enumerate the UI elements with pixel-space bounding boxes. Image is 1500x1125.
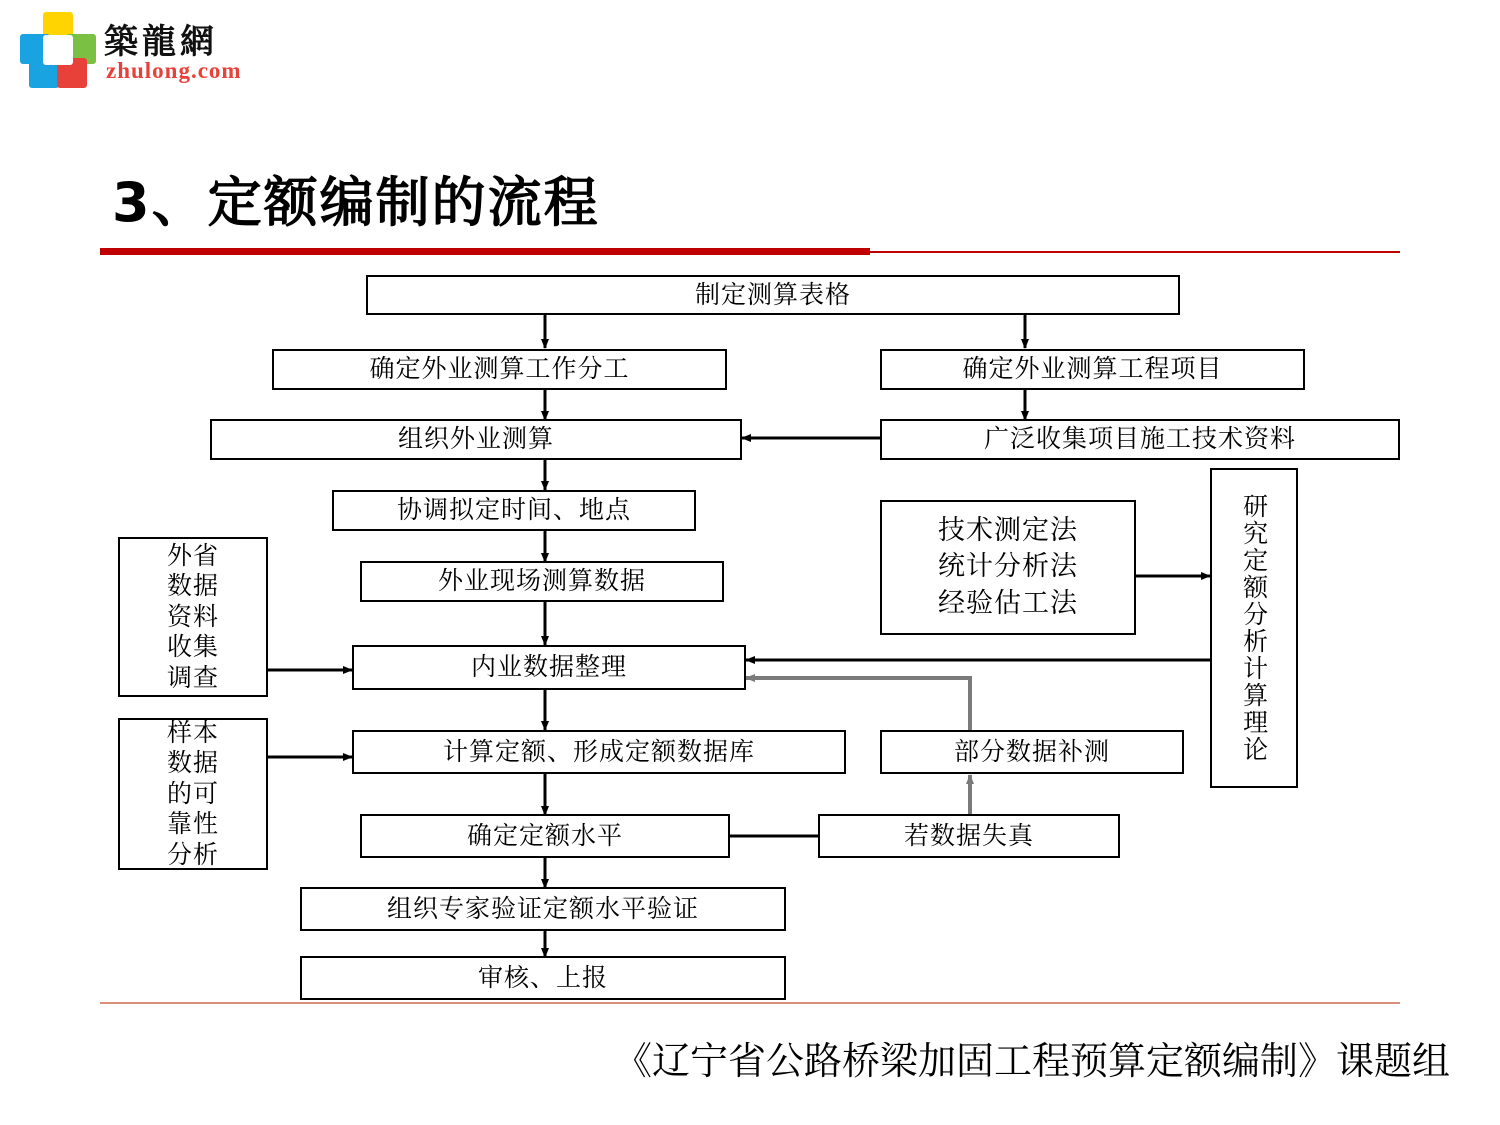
flow-node-n8-line-2: 数据 — [166, 571, 219, 601]
flow-node-n17: 组织专家验证定额水平验证 — [300, 887, 786, 931]
flow-node-n10-line-3: 经验估工法 — [938, 587, 1078, 619]
flow-node-n12-line-4: 靠性 — [166, 809, 219, 839]
page-title: 3、定额编制的流程 — [112, 171, 600, 234]
flow-node-n18: 审核、上报 — [300, 956, 786, 1000]
flow-node-n12-line-1: 样本 — [166, 717, 219, 747]
flow-node-n8 — [118, 537, 268, 697]
flow-node-n14: 部分数据补测 — [880, 730, 1184, 774]
flow-node-n8-line-4: 收集 — [166, 632, 219, 662]
flow-node-n12 — [118, 718, 268, 870]
flow-node-n1: 制定测算表格 — [366, 275, 1180, 315]
flow-node-n15: 确定定额水平 — [360, 814, 730, 858]
flow-node-n12-line-2: 数据 — [166, 748, 219, 778]
flow-node-n12-line-3: 的可 — [166, 778, 219, 808]
flow-node-n10-line-1: 技术测定法 — [938, 514, 1078, 546]
flow-node-n11-label: 研究定额分析计算理论 — [1239, 493, 1269, 763]
flow-node-n8-line-1: 外省 — [166, 540, 219, 570]
flow-node-n3: 确定外业测算工程项目 — [880, 349, 1305, 390]
flow-node-n8-line-5: 调查 — [166, 662, 219, 692]
logo-name-en: zhulong.com — [106, 58, 242, 83]
flow-node-n6: 协调拟定时间、地点 — [332, 490, 696, 531]
flow-node-n13: 计算定额、形成定额数据库 — [352, 730, 846, 774]
flow-node-n7: 外业现场测算数据 — [360, 561, 724, 602]
footer-caption: 《辽宁省公路桥梁加固工程预算定额编制》课题组 — [613, 1039, 1450, 1083]
flow-node-n11 — [1210, 468, 1298, 788]
flow-node-n8-line-3: 资料 — [166, 601, 219, 631]
flow-node-n9: 内业数据整理 — [352, 645, 746, 690]
flow-node-n16: 若数据失真 — [818, 814, 1120, 858]
flow-node-n4: 组织外业测算 — [210, 419, 742, 460]
flow-node-n2: 确定外业测算工作分工 — [272, 349, 727, 390]
logo-name-cn: 築龍網 — [104, 22, 218, 62]
flow-node-n10 — [880, 500, 1136, 635]
flow-node-n5: 广泛收集项目施工技术资料 — [880, 419, 1400, 460]
flow-node-n10-line-2: 统计分析法 — [938, 551, 1078, 583]
flow-node-n12-line-5: 分析 — [166, 839, 219, 869]
